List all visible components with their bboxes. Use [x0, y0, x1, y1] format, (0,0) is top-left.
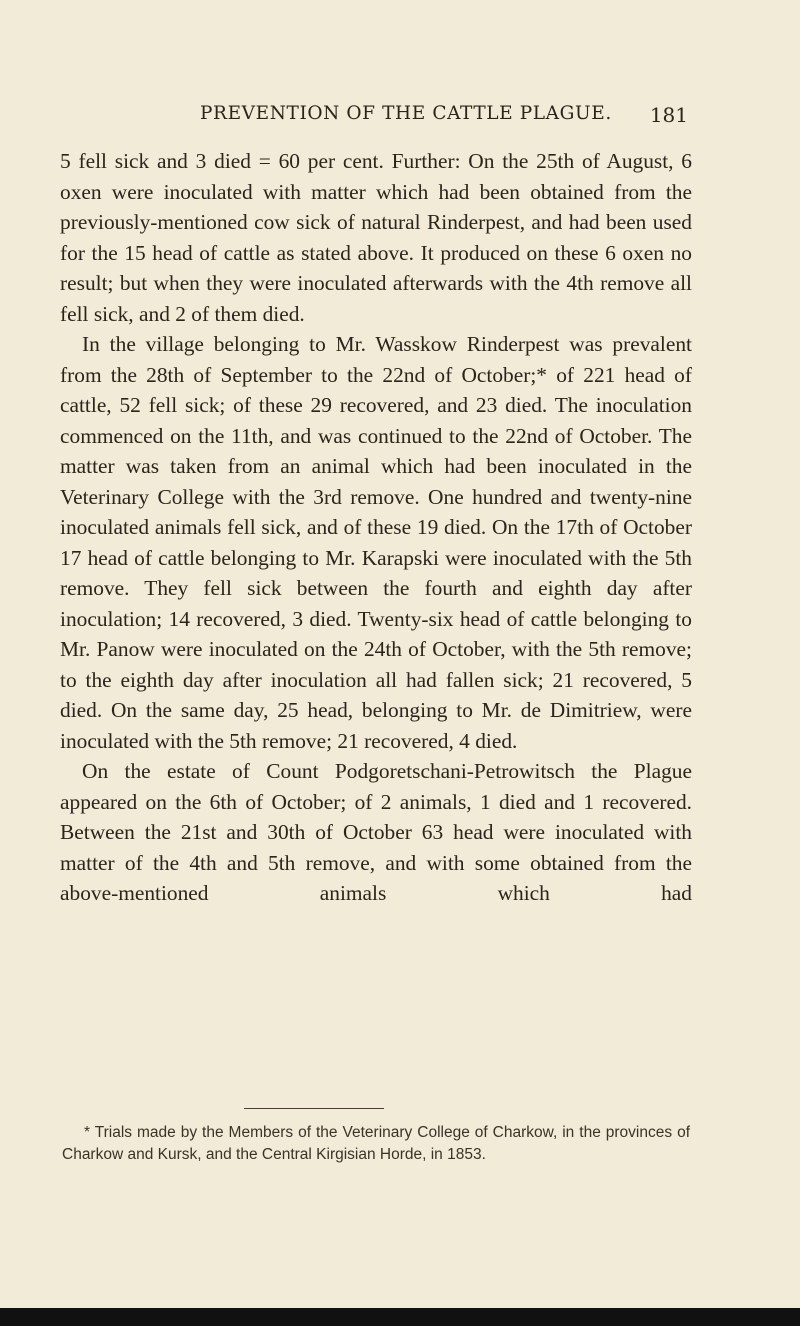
scan-edge	[0, 1308, 800, 1326]
footnote-rule	[244, 1108, 384, 1109]
footnote	[62, 1122, 690, 1166]
page-number: 181	[649, 103, 688, 127]
body-text	[60, 146, 692, 909]
page-header	[60, 103, 688, 133]
paragraph-1: 5 fell sick and 3 died = 60 per cent. Further: On the 25th of August, 6 oxen were inoculated with matter which had been obtained from the previously-mentioned cow sick of natural Rinderpest, and had been used for the 15 head of cattle as stated above. It produced on these 6 oxen no result; but when they were inoculated afterwards with the 4th remove all fell sick, and 2 of them died.	[60, 149, 692, 326]
footnote-text: * Trials made by the Members of the Veterinary College of Charkow, in the provinces of Charkow and Kursk, and the Central Kirgisian Horde, in 1853.	[62, 1124, 690, 1163]
paragraph-3: On the estate of Count Podgoretschani-Petrowitsch the Plague appeared on the 6th of October; of 2 animals, 1 died and 1 recovered. Between the 21st and 30th of October 63 head were inoculated with matter of the 4th and 5th remove, and with some obtained from the above-mentioned animals which had	[60, 759, 692, 905]
running-title: PREVENTION OF THE CATTLE PLAGUE.	[200, 103, 612, 124]
paragraph-2: In the village belonging to Mr. Wasskow Rinderpest was prevalent from the 28th of September to the 22nd of October;* of 221 head of cattle, 52 fell sick; of these 29 recovered, and 23 died. The inoculation commenced on the 11th, and was continued to the 22nd of October. The matter was taken from an animal which had been inoculated in the Veterinary College with the 3rd remove. One hundred and twenty-nine inoculated animals fell sick, and of these 19 died. On the 17th of October 17 head of cattle belonging to Mr. Karapski were inoculated with the 5th remove. They fell sick between the fourth and eighth day after inoculation; 14 recovered, 3 died. Twenty-six head of cattle belonging to Mr. Panow were inoculated on the 24th of October, with the 5th remove; to the eighth day after inoculation all had fallen sick; 21 recovered, 5 died. On the same day, 25 head, belonging to Mr. de Dimitriew, were inoculated with the 5th remove; 21 recovered, 4 died.	[60, 332, 692, 753]
